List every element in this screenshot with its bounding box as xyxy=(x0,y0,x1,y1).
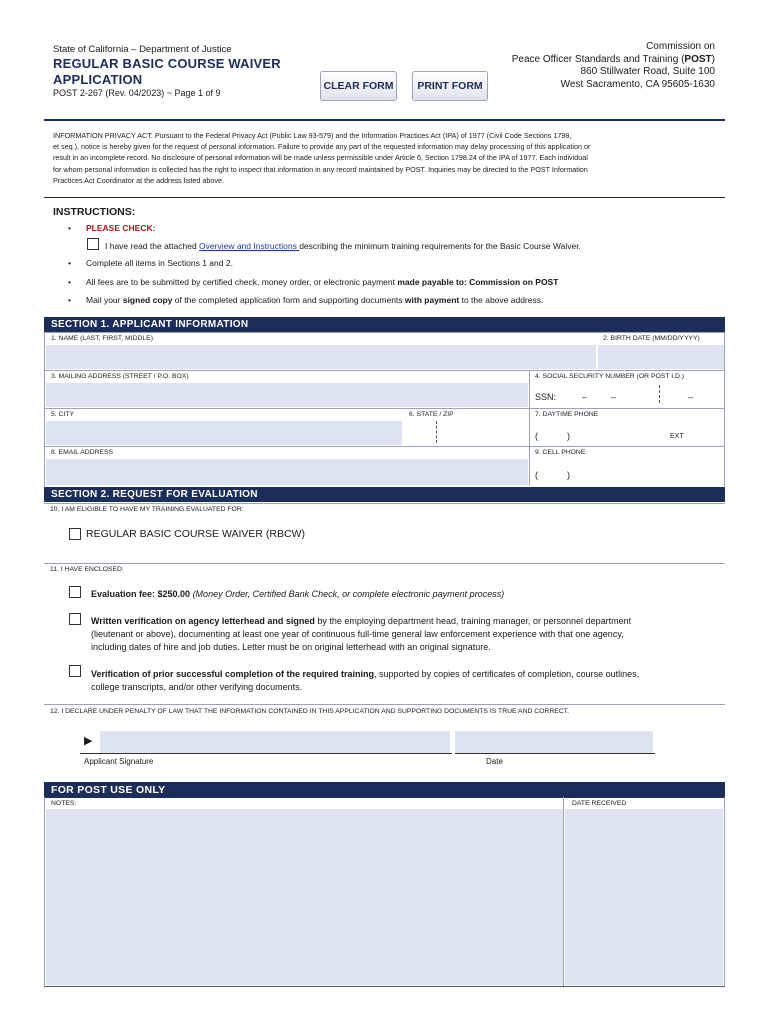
divider xyxy=(44,704,725,705)
instruction-text: Complete all items in Sections 1 and 2. xyxy=(86,258,233,268)
daytime-phone-cell xyxy=(529,408,725,446)
bullet-icon: • xyxy=(68,258,71,268)
privacy-line: INFORMATION PRIVACY ACT: Pursuant to the Federal Privacy Act (Public Law 93-579) and the Information Practices Act (IPA) of 1977 (Civil Code Sections 1798, xyxy=(53,131,572,140)
mailing-address-label: 3. MAILING ADDRESS (STREET / P.O. BOX) xyxy=(51,373,189,380)
fee-bold: Evaluation fee: $250.00 xyxy=(91,589,191,599)
verif-line1: , supported by copies of certificates of completion, course outlines, xyxy=(374,669,640,679)
cell-paren-close: ) xyxy=(567,470,570,480)
phone-paren-close: ) xyxy=(567,431,570,441)
read-pre: I have read the attached xyxy=(105,241,200,251)
instructions-heading: INSTRUCTIONS: xyxy=(53,206,136,218)
item4-pre: Mail your xyxy=(86,295,123,305)
ssn-label: 4. SOCIAL SECURITY NUMBER (OR POST I.D.) xyxy=(535,373,685,380)
cell-phone-label: 9. CELL PHONE xyxy=(535,449,586,456)
email-field[interactable] xyxy=(46,459,528,485)
rbcw-checkbox[interactable] xyxy=(69,528,81,540)
item3-bold: made payable to: Commission on POST xyxy=(397,277,559,287)
commission-line1: Commission on xyxy=(646,41,715,52)
birth-date-label: 2. BIRTH DATE (MM/DD/YYYY) xyxy=(603,335,700,342)
header-divider xyxy=(44,119,725,121)
training-verification-checkbox[interactable] xyxy=(69,665,81,677)
bullet-icon: • xyxy=(68,295,71,305)
bullet-icon: • xyxy=(68,223,71,233)
item4-mid: of the completed application form and supporting documents xyxy=(172,295,405,305)
state-zip-label: 6. STATE / ZIP xyxy=(409,411,454,418)
written-bold: Written verification on agency letterhead and signed xyxy=(91,616,315,626)
column-divider xyxy=(529,370,530,486)
q12-label: 12. I DECLARE UNDER PENALTY OF LAW THAT THE INFORMATION CONTAINED IN THIS APPLICATION AND SUPPORTING DOCUMENTS IS TRUE AND CORRECT. xyxy=(50,708,570,715)
signature-field[interactable] xyxy=(100,731,450,753)
item4-bold2: with payment xyxy=(404,295,460,305)
ssn-dash: – xyxy=(611,392,617,402)
commission-line2 xyxy=(512,54,715,67)
form-title xyxy=(53,56,281,88)
written-verification-text xyxy=(91,615,631,654)
evaluation-fee-text xyxy=(91,588,504,601)
privacy-notice xyxy=(53,130,718,186)
rbcw-label: REGULAR BASIC COURSE WAIVER (RBCW) xyxy=(86,528,305,540)
email-label: 8. EMAIL ADDRESS xyxy=(51,449,114,456)
post-use-box xyxy=(44,797,725,987)
clear-form-button[interactable]: CLEAR FORM xyxy=(320,71,397,101)
cell-phone-cell xyxy=(529,446,725,486)
commission-line2-pre: Peace Officer Standards and Training ( xyxy=(511,53,685,65)
agency-name: State of California – Department of Justice xyxy=(53,44,232,55)
divider xyxy=(44,563,725,564)
date-received-label: DATE RECEIVED xyxy=(572,800,627,807)
city-label: 5. CITY xyxy=(51,411,75,418)
notes-label: NOTES: xyxy=(51,800,77,807)
phone-paren-open: ( xyxy=(535,431,538,441)
birth-date-cell xyxy=(597,332,725,370)
verif-bold: Verification of prior successful completion of the required training xyxy=(91,669,375,679)
name-field[interactable] xyxy=(46,345,596,369)
ssn-dash: – xyxy=(582,392,588,402)
city-cell xyxy=(45,408,403,446)
divider xyxy=(44,503,725,504)
print-form-button[interactable]: PRINT FORM xyxy=(412,71,488,101)
privacy-line: et seq.), notice is hereby given for the request of personal information. Failure to provide any part of the requested information may delay processing of this application or xyxy=(53,142,591,152)
privacy-divider xyxy=(44,197,725,198)
daytime-phone-label: 7. DAYTIME PHONE xyxy=(535,411,599,418)
written-line1: by the employing department head, training manager, or personnel department xyxy=(314,616,632,626)
instruction-text xyxy=(86,295,543,305)
verif-line: college transcripts, and/or other verifying documents. xyxy=(91,682,303,692)
privacy-line: for whom personal information is collected has the right to inspect that information in any record maintained by POST. Inquiries may be directed to the POST Information xyxy=(53,164,588,174)
date-line xyxy=(455,753,655,754)
form-id: POST 2-267 (Rev. 04/2023) ~ Page 1 of 9 xyxy=(53,88,221,98)
name-cell xyxy=(45,332,597,370)
ssn-divider xyxy=(659,385,660,403)
commission-line2-post: ) xyxy=(711,53,715,65)
mailing-address-cell xyxy=(45,370,529,408)
section1-header: SECTION 1. APPLICANT INFORMATION xyxy=(44,317,725,332)
section1-grid xyxy=(44,332,725,486)
read-instructions-text xyxy=(105,241,581,251)
item3-pre: All fees are to be submitted by certified check, money order, or electronic payment xyxy=(86,277,398,287)
date-field[interactable] xyxy=(455,731,653,753)
overview-instructions-link[interactable]: Overview and Instructions xyxy=(199,241,300,251)
written-line: (lieutenant or above), documenting at least one year of continuous full-time general law enforcement experience with that one agency, xyxy=(91,629,624,639)
instruction-text xyxy=(86,277,558,287)
address-line1: 860 Stillwater Road, Suite 100 xyxy=(580,66,715,77)
birth-date-field[interactable] xyxy=(598,345,724,369)
commission-post-bold: POST xyxy=(684,53,712,65)
cell-paren-open: ( xyxy=(535,470,538,480)
read-post: describing the minimum training requirements for the Basic Course Waiver. xyxy=(299,241,581,251)
read-instructions-checkbox[interactable] xyxy=(87,238,99,250)
privacy-line: result in an incomplete record. No disclosure of personal information will be made unless permissible under Article 6, Section 1798.24 of the IPA of 1977. Each individual xyxy=(53,153,588,163)
post-use-header: FOR POST USE ONLY xyxy=(44,782,725,798)
written-line xyxy=(91,615,631,628)
ssn-prefix: SSN: xyxy=(535,392,557,402)
q11-label: 11. I HAVE ENCLOSED: xyxy=(50,566,124,573)
written-verification-checkbox[interactable] xyxy=(69,613,81,625)
training-verification-text xyxy=(91,668,639,694)
commission-address xyxy=(512,41,715,91)
state-zip-divider xyxy=(436,421,437,443)
state-zip-cell xyxy=(403,408,529,446)
mailing-address-field[interactable] xyxy=(46,383,528,407)
bullet-icon: • xyxy=(68,277,71,287)
form-title-line1: REGULAR BASIC COURSE WAIVER xyxy=(53,56,281,71)
section2-header: SECTION 2. REQUEST FOR EVALUATION xyxy=(44,487,725,502)
item4-post: to the above address. xyxy=(459,295,544,305)
date-label: Date xyxy=(486,757,503,766)
signature-arrow-icon: ▶ xyxy=(84,735,93,747)
form-title-line2: APPLICATION xyxy=(53,72,143,87)
address-line2: West Sacramento, CA 95605-1630 xyxy=(560,78,715,90)
q10-label: 10. I AM ELIGIBLE TO HAVE MY TRAINING EVALUATED FOR: xyxy=(50,506,244,513)
item4-bold1: signed copy xyxy=(122,295,173,305)
please-check-label: PLEASE CHECK: xyxy=(86,223,156,233)
signature-line xyxy=(80,753,452,754)
evaluation-fee-checkbox[interactable] xyxy=(69,586,81,598)
ssn-dash: – xyxy=(688,392,694,402)
signature-label: Applicant Signature xyxy=(84,757,154,766)
email-cell xyxy=(45,446,529,486)
verif-line xyxy=(91,668,639,681)
city-field[interactable] xyxy=(46,421,402,445)
notes-field[interactable] xyxy=(46,809,563,985)
phone-ext-label: EXT xyxy=(670,433,684,440)
privacy-line: Practices Act Coordinator at the address listed above. xyxy=(53,175,224,185)
name-label: 1. NAME (LAST, FIRST, MIDDLE) xyxy=(51,335,153,342)
fee-italic: (Money Order, Certified Bank Check, or complete electronic payment process) xyxy=(190,589,505,599)
date-received-field[interactable] xyxy=(565,809,723,985)
written-line: including dates of hire and job duties. Letter must be on original letterhead with an original signature. xyxy=(91,642,491,652)
post-use-divider xyxy=(563,797,564,986)
ssn-cell xyxy=(529,370,725,408)
